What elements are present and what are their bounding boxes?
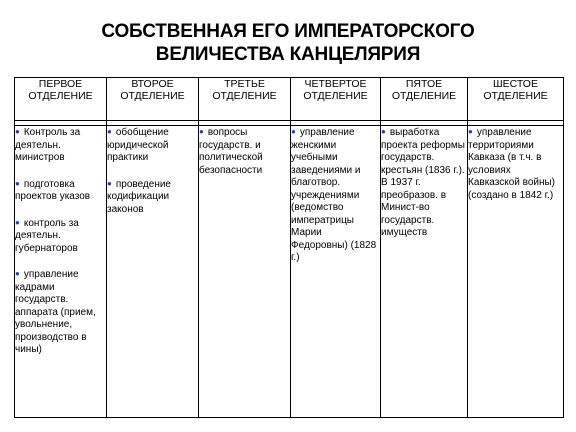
list-item xyxy=(291,126,380,265)
bullet-icon: ● xyxy=(107,127,112,136)
header-row xyxy=(15,78,564,121)
header-label: ПЕРВОЕ xyxy=(38,78,83,90)
title-line-1: СОБСТВЕННАЯ ЕГО ИМПЕРАТОРСКОГО xyxy=(101,21,475,42)
list-item xyxy=(15,178,106,204)
header-first-department xyxy=(15,78,107,121)
header-label: ОТДЕЛЕНИЕ xyxy=(120,90,185,102)
header-label: ОТДЕЛЕНИЕ xyxy=(212,90,277,102)
header-label: ОТДЕЛЕНИЕ xyxy=(303,90,368,102)
list-item xyxy=(107,126,198,165)
list-item xyxy=(15,126,106,165)
header-sixth-department xyxy=(468,78,564,121)
header-label: ВТОРОЕ xyxy=(131,78,174,90)
header-label: ОТДЕЛЕНИЕ xyxy=(28,90,93,102)
header-fourth-department xyxy=(291,78,381,121)
bullet-icon: ● xyxy=(15,217,20,227)
departments-table xyxy=(14,77,564,418)
bullet-icon: ● xyxy=(107,178,112,188)
bullet-icon: ● xyxy=(468,127,473,136)
third-department-functions xyxy=(199,126,291,418)
list-item xyxy=(199,126,290,177)
list-item xyxy=(15,217,106,256)
header-second-department xyxy=(107,78,199,121)
list-item xyxy=(381,126,467,240)
header-label: ШЕСТОЕ xyxy=(493,78,538,90)
header-third-department xyxy=(199,78,291,121)
fourth-department-functions xyxy=(291,126,381,418)
fifth-department-functions xyxy=(381,126,468,418)
item-text: управление территориями Кавказа (в т.ч. в условиях Кавказской войны) (создано в 1842 г.) xyxy=(468,127,556,201)
header-label: ТРЕТЬЕ xyxy=(224,78,265,90)
item-text: подготовка проектов указов xyxy=(15,178,91,202)
content-row xyxy=(15,126,564,418)
bullet-icon: ● xyxy=(15,127,20,136)
header-label: ОТДЕЛЕНИЕ xyxy=(391,90,457,102)
bullet-icon: ● xyxy=(199,127,204,136)
item-text: проведение кодификации законов xyxy=(107,178,171,215)
list-item xyxy=(107,178,198,217)
item-text: контроль за деятельн. губернаторов xyxy=(15,217,79,254)
header-fifth-department xyxy=(381,78,468,121)
bullet-icon: ● xyxy=(291,127,296,136)
item-text: Контроль за деятельн. министров xyxy=(15,127,81,163)
list-item xyxy=(468,126,563,202)
item-text: управление женскими учебными заведениями и благотвор. учреждениями (ведомство императрицы Марии Федоровны) (1828 г.) xyxy=(291,127,377,263)
item-text: вопросы государств. и политической безопасности xyxy=(199,127,263,176)
header-label: ЧЕТВЕРТОЕ xyxy=(304,78,367,90)
header-label: ОТДЕЛЕНИЕ xyxy=(483,90,548,102)
item-text: выработка проекта реформы государств. крестьян (1836 г.). В 1937 г. преобразов. в Минист-во государств. имуществ xyxy=(381,127,465,238)
item-text: обобщение юридической практики xyxy=(107,127,169,163)
list-item xyxy=(15,268,106,357)
page-title xyxy=(0,20,576,66)
title-line-2: ВЕЛИЧЕСТВА КАНЦЕЛЯРИЯ xyxy=(155,44,421,65)
first-department-functions xyxy=(15,126,107,418)
bullet-icon: ● xyxy=(381,127,386,136)
sixth-department-functions xyxy=(468,126,564,418)
bullet-icon: ● xyxy=(15,269,20,278)
bullet-icon: ● xyxy=(15,178,20,188)
item-text: управление кадрами государств. аппарата (прием, увольнение, производство в чины) xyxy=(15,269,96,355)
second-department-functions xyxy=(107,126,199,418)
header-label: ПЯТОЕ xyxy=(405,78,443,90)
